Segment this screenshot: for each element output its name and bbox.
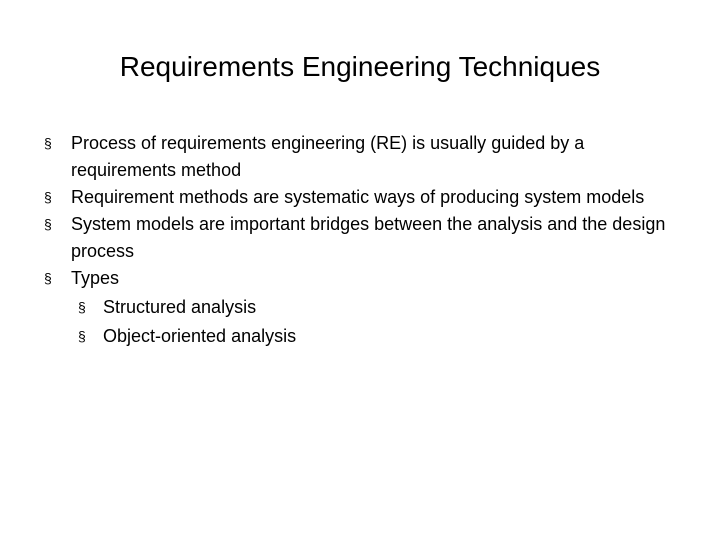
- bullet-item: [0, 265, 720, 292]
- sub-bullet-item: [0, 294, 720, 321]
- sub-bullet-item: [0, 323, 720, 350]
- bullet-marker-icon: §: [78, 299, 86, 315]
- bullet-text: System models are important bridges between the analysis and the design process: [71, 214, 666, 261]
- bullet-text: Structured analysis: [103, 297, 257, 317]
- bullet-text: Object-oriented analysis: [103, 326, 297, 346]
- bullet-item: [0, 184, 720, 211]
- bullet-marker-icon: §: [44, 216, 52, 232]
- slide-title: Requirements Engineering Techniques: [119, 51, 601, 82]
- bullet-text: Types: [71, 268, 120, 288]
- bullet-marker-icon: §: [78, 328, 86, 344]
- bullet-item: [0, 211, 720, 265]
- bullet-marker-icon: §: [44, 135, 52, 151]
- bullet-marker-icon: §: [44, 270, 52, 286]
- bullet-marker-icon: §: [44, 189, 52, 205]
- bullet-text: Requirement methods are systematic ways of producing system models: [71, 187, 645, 207]
- bullet-item: [0, 130, 720, 184]
- bullet-text: Process of requirements engineering (RE) is usually guided by a requirements method: [71, 133, 585, 180]
- bullet-list: [0, 130, 720, 350]
